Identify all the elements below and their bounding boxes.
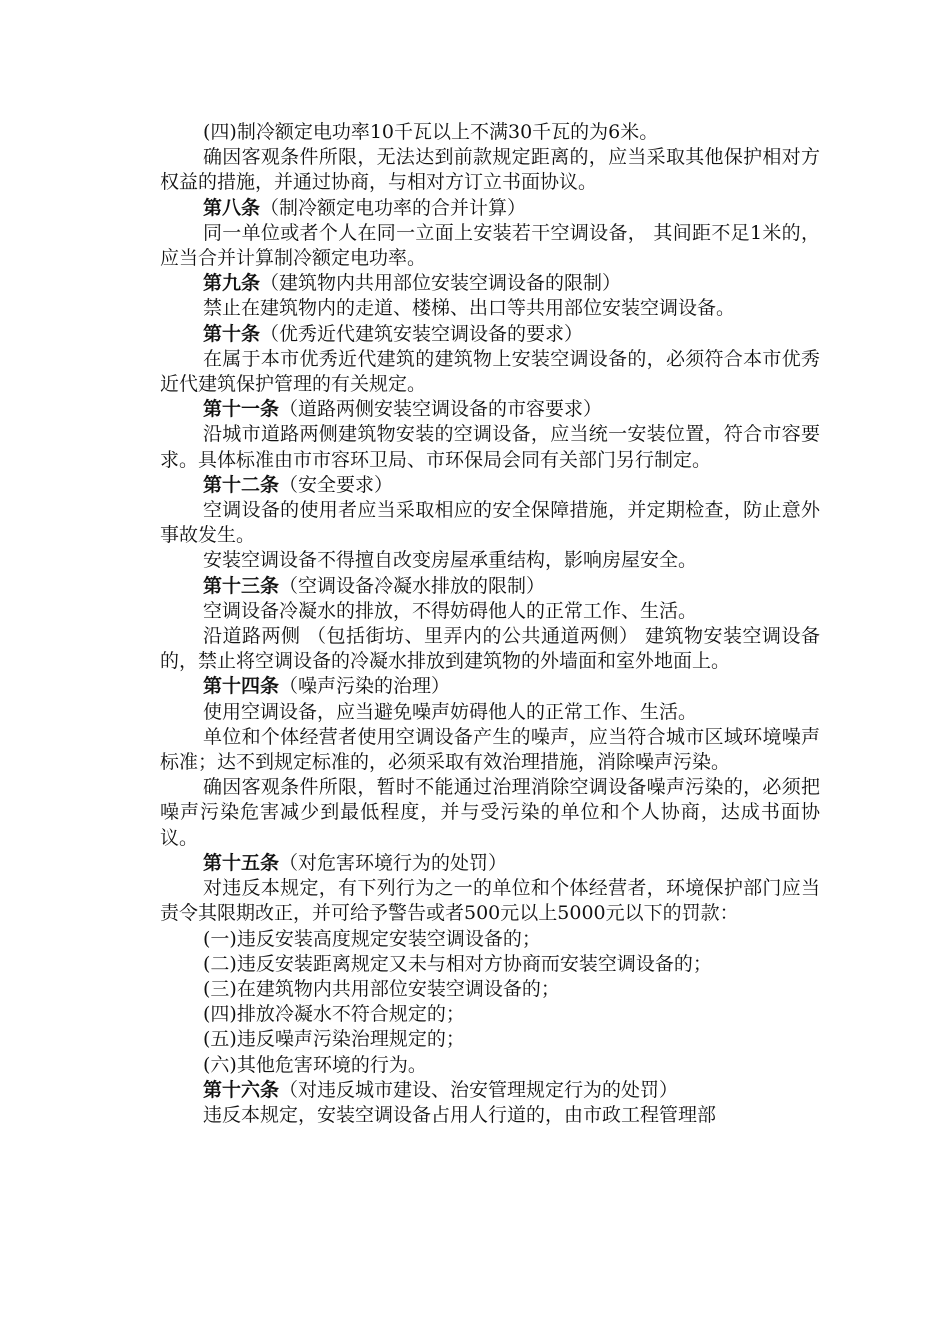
article-number: 第十一条: [203, 398, 280, 421]
article-title: （对违反城市建设、治安管理规定行为的处罚）: [279, 1078, 679, 1101]
article-title: （建筑物内共用部位安装空调设备的限制）: [260, 272, 622, 295]
list-item: (二)违反安装距离规定又未与相对方协商而安装空调设备的；: [203, 952, 712, 975]
article-heading: [160, 196, 820, 221]
article-title: （道路两侧安装空调设备的市容要求）: [279, 398, 603, 421]
paragraph: (四)制冷额定电功率10千瓦以上不满30千瓦的为6米。: [203, 121, 659, 143]
article-title: （空调设备冷凝水排放的限制）: [279, 574, 546, 597]
list-item: (一)违反安装高度规定安装空调设备的；: [203, 927, 541, 950]
paragraph: 安装空调设备不得擅自改变房屋承重结构，影响房屋安全。: [203, 549, 698, 572]
list-item: (三)在建筑物内共用部位安装空调设备的；: [203, 977, 560, 1000]
list-item: (五)违反噪声污染治理规定的；: [203, 1028, 465, 1051]
article-number: 第十条: [203, 322, 261, 345]
paragraph: 禁止在建筑物内的走道、楼梯、出口等共用部位安装空调设备。: [203, 297, 736, 320]
paragraph: 对违反本规定，有下列行为之一的单位和个体经营者，环境保护部门应当责令其限期改正，并可给予警告或者500元以上5000元以下的罚款：: [160, 877, 820, 925]
paragraph: 使用空调设备，应当避免噪声妨碍他人的正常工作、生活。: [203, 700, 698, 723]
paragraph: 确因客观条件所限，暂时不能通过治理消除空调设备噪声污染的，必须把噪声污染危害减少到最低程度，并与受污染的单位和个人协商，达成书面协议。: [160, 776, 820, 849]
paragraph: 空调设备的使用者应当采取相应的安全保障措施，并定期检查，防止意外事故发生。: [160, 499, 820, 547]
article-number: 第十六条: [203, 1078, 280, 1101]
paragraph: 违反本规定，安装空调设备占用人行道的，由市政工程管理部: [203, 1103, 717, 1126]
list-item: (六)其他危害环境的行为。: [203, 1053, 427, 1076]
article-title: （制冷额定电功率的合并计算）: [260, 196, 527, 219]
article-heading: [160, 271, 820, 296]
paragraph: 空调设备冷凝水的排放，不得妨碍他人的正常工作、生活。: [203, 599, 698, 622]
article-heading: [160, 1078, 820, 1103]
paragraph: 单位和个体经营者使用空调设备产生的噪声，应当符合城市区域环境噪声标准；达不到规定标准的，必须采取有效治理措施，消除噪声污染。: [160, 725, 820, 774]
article-title: （对危害环境行为的处罚）: [279, 851, 508, 874]
paragraph: 同一单位或者个人在同一立面上安装若干空调设备， 其间距不足1米的，应当合并计算制冷额定电功率。: [160, 221, 820, 270]
paragraph: 确因客观条件所限，无法达到前款规定距离的，应当采取其他保护相对方权益的措施，并通过协商，与相对方订立书面协议。: [160, 146, 820, 194]
article-heading: [160, 397, 820, 422]
document-body: [160, 120, 820, 1128]
article-number: 第十五条: [203, 851, 280, 874]
paragraph: 沿城市道路两侧建筑物安装的空调设备，应当统一安装位置，符合市容要求。具体标准由市市容环卫局、市环保局会同有关部门另行制定。: [160, 423, 820, 471]
article-number: 第十三条: [203, 574, 280, 597]
list-item: (四)排放冷凝水不符合规定的；: [203, 1003, 465, 1026]
article-number: 第九条: [203, 272, 261, 295]
article-heading: [160, 574, 820, 599]
article-title: （优秀近代建筑安装空调设备的要求）: [260, 322, 584, 345]
article-title: （噪声污染的治理）: [279, 675, 451, 698]
article-heading: [160, 851, 820, 876]
paragraph: 沿道路两侧 （包括街坊、里弄内的公共通道两侧） 建筑物安装空调设备的，禁止将空调设备的冷凝水排放到建筑物的外墙面和室外地面上。: [160, 625, 820, 673]
article-heading: [160, 473, 820, 498]
article-number: 第十二条: [203, 473, 280, 496]
article-heading: [160, 322, 820, 347]
article-heading: [160, 674, 820, 699]
paragraph: 在属于本市优秀近代建筑的建筑物上安装空调设备的，必须符合本市优秀近代建筑保护管理的有关规定。: [160, 347, 820, 396]
article-number: 第八条: [203, 196, 261, 219]
article-number: 第十四条: [203, 675, 280, 698]
article-title: （安全要求）: [279, 473, 394, 496]
